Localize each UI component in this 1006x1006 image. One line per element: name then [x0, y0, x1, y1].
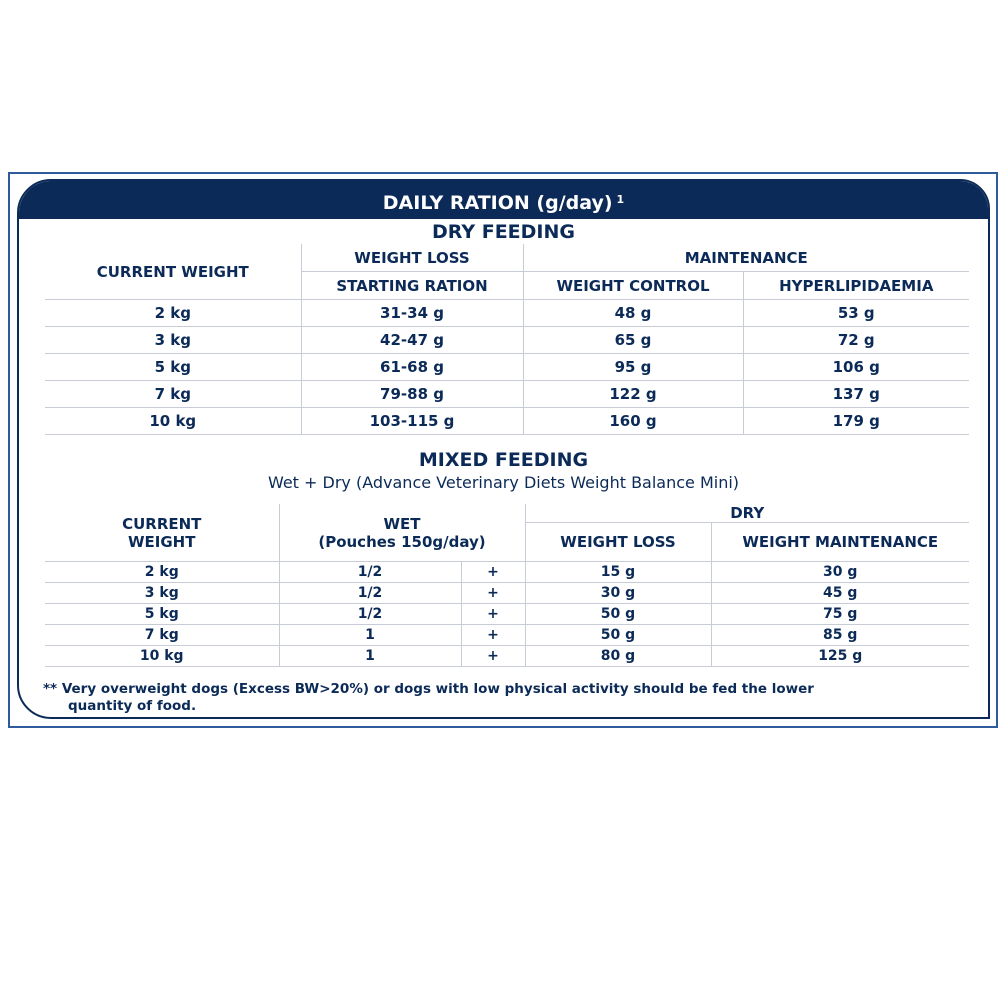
dry-hyper-cell: 179 g — [743, 408, 969, 435]
mixed-maint-cell: 45 g — [711, 583, 969, 604]
dry-control-cell: 95 g — [523, 354, 743, 381]
table-row — [45, 354, 969, 381]
table-row — [45, 646, 969, 667]
mixed-wet-cell: 1/2 — [279, 562, 461, 583]
mixed-header-row-1 — [45, 504, 969, 523]
mixed-weight-cell: 2 kg — [45, 562, 279, 583]
dry-starting-cell: 31-34 g — [301, 300, 523, 327]
dry-weight-cell: 5 kg — [45, 354, 301, 381]
dry-starting-cell: 79-88 g — [301, 381, 523, 408]
table-row — [45, 625, 969, 646]
mixed-plus-cell: + — [461, 604, 525, 625]
mixed-plus-cell: + — [461, 583, 525, 604]
footnote-line-1: ** Very overweight dogs (Excess BW>20%) or dogs with low physical activity should be fed the lower — [43, 681, 814, 697]
dry-hyperlipidaemia-header: HYPERLIPIDAEMIA — [743, 272, 969, 300]
mixed-current-label: CURRENT — [122, 514, 202, 533]
dry-hyper-cell: 53 g — [743, 300, 969, 327]
ration-card — [17, 179, 990, 719]
outer-frame — [8, 172, 998, 728]
title-footnote-mark: 1 — [616, 193, 625, 206]
table-row — [45, 604, 969, 625]
dry-maintenance-header: MAINTENANCE — [523, 244, 969, 272]
mixed-maint-cell: 85 g — [711, 625, 969, 646]
dry-weight-cell: 10 kg — [45, 408, 301, 435]
mixed-wet-cell: 1/2 — [279, 604, 461, 625]
mixed-plus-cell: + — [461, 646, 525, 667]
mixed-loss-cell: 15 g — [525, 562, 711, 583]
dry-feeding-table — [45, 244, 969, 435]
mixed-wet-cell: 1 — [279, 646, 461, 667]
table-row — [45, 408, 969, 435]
mixed-plus-cell: + — [461, 562, 525, 583]
dry-starting-ration-header: STARTING RATION — [301, 272, 523, 300]
dry-starting-cell: 61-68 g — [301, 354, 523, 381]
footnote — [43, 681, 973, 715]
table-row — [45, 562, 969, 583]
dry-current-weight-header: CURRENT WEIGHT — [45, 244, 301, 300]
mixed-dry-header: DRY — [525, 504, 969, 523]
title-band — [19, 181, 988, 219]
mixed-feeding-table — [45, 504, 969, 667]
table-row — [45, 327, 969, 354]
table-row — [45, 381, 969, 408]
dry-weight-loss-header: WEIGHT LOSS — [301, 244, 523, 272]
dry-starting-cell: 42-47 g — [301, 327, 523, 354]
mixed-plus-cell: + — [461, 625, 525, 646]
mixed-weight-cell: 7 kg — [45, 625, 279, 646]
mixed-wet-cell: 1/2 — [279, 583, 461, 604]
dry-hyper-cell: 137 g — [743, 381, 969, 408]
dry-control-cell: 65 g — [523, 327, 743, 354]
mixed-loss-cell: 30 g — [525, 583, 711, 604]
dry-control-cell: 160 g — [523, 408, 743, 435]
dry-weight-control-header: WEIGHT CONTROL — [523, 272, 743, 300]
mixed-wet-label: WET — [383, 514, 421, 533]
mixed-maint-cell: 30 g — [711, 562, 969, 583]
mixed-weight-label: WEIGHT — [128, 532, 196, 551]
mixed-weight-cell: 5 kg — [45, 604, 279, 625]
mixed-weight-cell: 10 kg — [45, 646, 279, 667]
dry-control-cell: 48 g — [523, 300, 743, 327]
dry-weight-cell: 7 kg — [45, 381, 301, 408]
mixed-loss-cell: 50 g — [525, 625, 711, 646]
mixed-wet-header — [279, 504, 525, 562]
dry-hyper-cell: 106 g — [743, 354, 969, 381]
mixed-loss-cell: 80 g — [525, 646, 711, 667]
mixed-weight-maintenance-header: WEIGHT MAINTENANCE — [711, 523, 969, 562]
dry-weight-cell: 2 kg — [45, 300, 301, 327]
mixed-current-weight-header — [45, 504, 279, 562]
dry-feeding-title: DRY FEEDING — [431, 221, 575, 243]
mixed-feeding-title: MIXED FEEDING — [418, 449, 589, 471]
dry-header-row-1 — [45, 244, 969, 272]
dry-control-cell: 122 g — [523, 381, 743, 408]
dry-hyper-cell: 72 g — [743, 327, 969, 354]
mixed-wet-cell: 1 — [279, 625, 461, 646]
table-row — [45, 300, 969, 327]
mixed-loss-cell: 50 g — [525, 604, 711, 625]
mixed-weight-cell: 3 kg — [45, 583, 279, 604]
page-title: DAILY RATION (g/day) — [382, 192, 613, 214]
mixed-pouches-label: (Pouches 150g/day) — [318, 532, 486, 551]
table-row — [45, 583, 969, 604]
mixed-maint-cell: 125 g — [711, 646, 969, 667]
dry-weight-cell: 3 kg — [45, 327, 301, 354]
mixed-feeding-subtitle: Wet + Dry (Advance Veterinary Diets Weight Balance Mini) — [267, 473, 740, 492]
footnote-line-2: quantity of food. — [68, 698, 197, 714]
dry-starting-cell: 103-115 g — [301, 408, 523, 435]
mixed-maint-cell: 75 g — [711, 604, 969, 625]
mixed-weight-loss-header: WEIGHT LOSS — [525, 523, 711, 562]
